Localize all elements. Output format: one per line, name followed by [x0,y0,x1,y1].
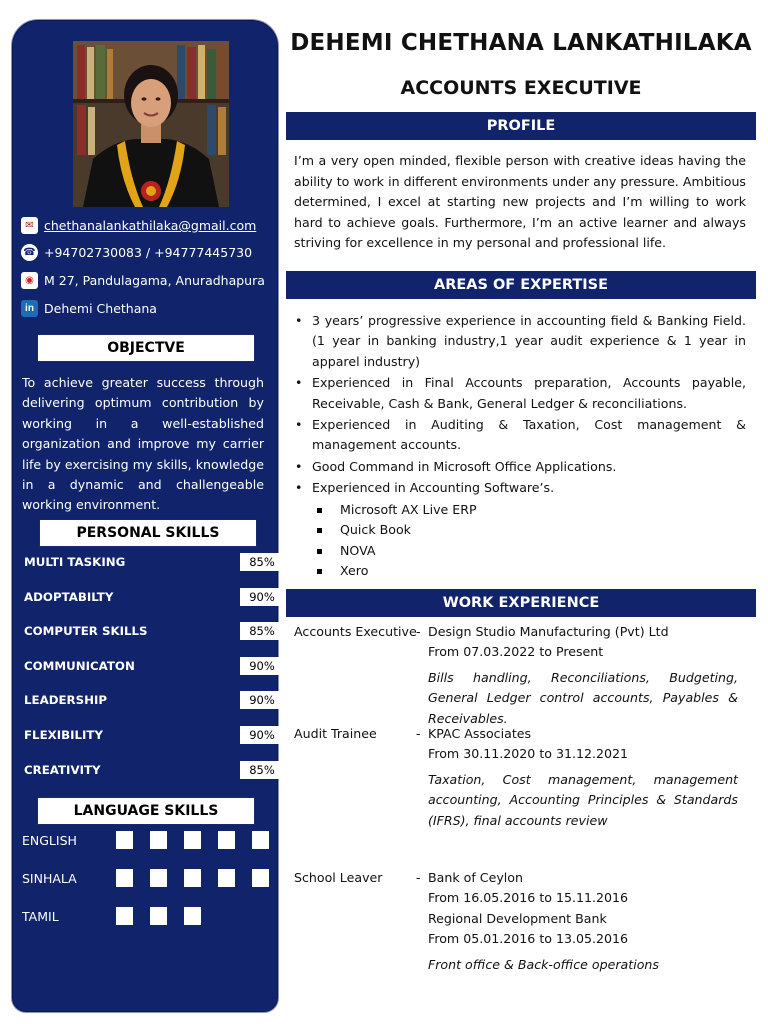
job-description: Front office & Back-office operations [428,956,659,972]
address-text: M 27, Pandulagama, Anuradhapura [44,273,265,288]
skill-percent: 85% [240,553,284,571]
skill-name: FLEXIBILITY [24,728,103,742]
separator-dash: - [416,624,421,639]
phone-icon: ☎ [21,244,38,261]
skill-name: COMMUNICATON [24,659,135,673]
linkedin-icon: in [21,300,38,317]
language-level-square [116,831,133,849]
language-level-square [116,869,133,887]
language-row [22,907,282,929]
skill-percent: 85% [240,622,284,640]
company-name: Design Studio Manufacturing (Pvt) Ltd [428,624,669,639]
profile-heading: PROFILE [286,112,756,140]
job-period: From 07.03.2022 to Present [428,644,604,660]
job-details [428,622,738,729]
company-name: Bank of Ceylon [428,870,523,885]
job-title: ACCOUNTS EXECUTIVE [400,77,642,99]
language-name: TAMIL [22,909,59,924]
skill-name: COMPUTER SKILLS [24,624,148,638]
objective-heading: OBJECTVE [37,334,255,362]
list-item: • 3 years’ progressive experience in accounting field & Banking Field. (1 year in banking industry,1 year audit experience & 1 year in apparel industry) [294,311,746,372]
list-item-text: Experienced in Accounting Software’s. [312,480,555,496]
contact-email[interactable] [21,217,256,234]
skill-row [24,726,274,748]
software-item: Quick Book [294,520,746,541]
language-level-square [252,831,269,849]
job-details [428,724,738,831]
language-name: SINHALA [22,871,77,886]
skill-row [24,588,274,610]
company-name-2: Regional Development Bank [428,910,607,926]
list-item: • Experienced in Final Accounts preparation, Accounts payable, Receivable, Cash & Bank, General Ledger & reconciliations. [294,373,746,414]
list-item [294,478,746,498]
separator-dash: - [416,726,421,741]
skill-row [24,657,274,679]
software-item: NOVA [294,541,746,562]
skill-percent: 90% [240,726,284,744]
skill-percent: 85% [240,761,284,779]
language-level-square [218,831,235,849]
expertise-heading: AREAS OF EXPERTISE [286,271,756,299]
location-pin-icon: ◉ [21,272,38,289]
linkedin-text[interactable]: Dehemi Chethana [44,301,157,316]
skill-name: LEADERSHIP [24,693,108,707]
language-level-square [150,907,167,925]
language-level-square [252,869,269,887]
phone-text: +94702730083 / +94777445730 [44,245,253,260]
skill-row [24,622,274,644]
contact-phone [21,244,252,261]
software-item: Microsoft AX Live ERP [294,500,746,521]
language-level-square [150,831,167,849]
list-item: • Experienced in Auditing & Taxation, Cost management & management accounts. [294,415,746,456]
language-level-square [150,869,167,887]
skill-name: CREATIVITY [24,763,101,777]
profile-text: I’m a very open minded, flexible person with creative ideas having the ability to work in different environments under any pressure. Ambitious determined, I excel at starting new projects and I’m willing to work hard to achieve goals. Furthermore, I’m an active learner and always striving for excellence in my personal and professional life. [294,153,746,251]
contact-address [21,272,265,289]
portrait-image [73,41,229,207]
software-list [294,500,746,582]
company-name: KPAC Associates [428,726,532,741]
skill-name: ADOPTABILTY [24,590,114,604]
job-role: School Leaver [294,870,383,885]
software-item: Xero [294,561,746,582]
skill-row [24,761,274,783]
separator-dash: - [416,870,421,885]
skill-percent: 90% [240,657,284,675]
language-name: ENGLISH [22,833,77,848]
job-period: From 30.11.2020 to 31.12.2021 [428,746,629,762]
job-details [428,868,738,975]
language-level-square [116,907,133,925]
sidebar [12,20,278,1012]
job-period: From 16.05.2016 to 15.11.2016 [428,890,629,906]
skill-row [24,691,274,713]
email-text[interactable]: chethanalankathilaka@gmail.com [44,218,257,233]
objective-text: To achieve greater success through delivering optimum contribution by working in a well-established organization and improve my carrier life by exercising my skills, knowledge in a dynamic and challengeable working environment. [22,375,264,513]
work-experience-heading: WORK EXPERIENCE [286,589,756,617]
profile-photo [73,41,229,207]
skill-row [24,553,274,575]
software-list-wrapper [294,500,746,582]
email-icon: ✉ [21,217,38,234]
language-level-square [218,869,235,887]
job-description: Taxation, Cost management, management accounting, Accounting Principles & Standards (IFRS), final accounts review [428,771,738,828]
contact-linkedin[interactable] [21,300,157,317]
skill-percent: 90% [240,691,284,709]
language-skills-heading: LANGUAGE SKILLS [37,797,255,825]
personal-skills-heading: PERSONAL SKILLS [39,519,257,547]
job-period-2: From 05.01.2016 to 13.05.2016 [428,931,629,947]
expertise-list [294,311,746,582]
job-description: Bills handling, Reconciliations, Budgeting, General Ledger control accounts, Payables & Receivables. [428,669,738,726]
language-row [22,831,282,853]
skill-name: MULTI TASKING [24,555,126,569]
job-role: Audit Trainee [294,726,377,741]
language-row [22,869,282,891]
skill-percent: 90% [240,588,284,606]
language-level-square [184,869,201,887]
list-item: • Good Command in Microsoft Office Applications. [294,457,746,477]
language-level-square [184,831,201,849]
candidate-name: DEHEMI CHETHANA LANKATHILAKA [290,30,752,56]
job-role: Accounts Executive [294,624,417,639]
language-level-square [184,907,201,925]
